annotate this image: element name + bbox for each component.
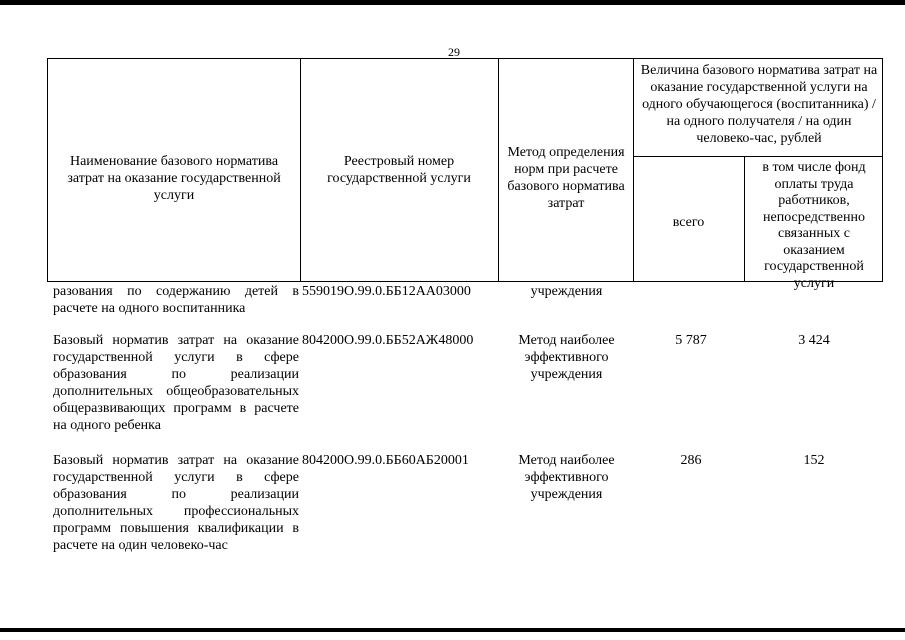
header-divider (744, 156, 745, 281)
header-divider (633, 156, 882, 157)
table-row-2-registry: 804200О.99.0.ББ52АЖ48000 (302, 333, 474, 348)
table-row-2-name: Базовый норматив затрат на оказание государственной услуги в сфере образования по реализации дополнительных общеобразовательных общеразвивающих программ в расчете на одного ребенка (53, 333, 299, 433)
table-header (47, 58, 883, 291)
page-number: 29 (448, 45, 460, 59)
header-fund-column: в том числе фонд оплаты труда работников, непосредственно связанных с оказанием государственной услуги (762, 160, 866, 291)
table-row-2-method: Метод наиболее эффективного учреждения (518, 333, 615, 382)
header-value-column: Величина базового норматива затрат на оказание государственной услуги на одного обучающегося (воспитанника) / на одного получателя / на один человеко-час, рублей (640, 63, 878, 146)
header-divider (498, 59, 499, 281)
top-border-rule (0, 0, 905, 5)
header-total-column: всего (672, 215, 705, 230)
table-row-3-total: 286 (680, 453, 702, 468)
table-row-2-total: 5 787 (675, 333, 707, 348)
header-method-column: Метод определения норм при расчете базового норматива затрат (507, 145, 625, 211)
header-divider (633, 59, 634, 281)
bottom-border-rule (0, 628, 905, 632)
table-row-1-name: разования по содержанию детей в расчете на одного воспитанника (53, 284, 299, 316)
table-row-3-fund: 152 (803, 453, 825, 468)
header-divider (300, 59, 301, 281)
table-row-1-registry: 559019О.99.0.ББ12АА03000 (302, 284, 471, 299)
table-row-1-method: учреждения (530, 284, 603, 299)
header-name-column: Наименование базового норматива затрат на оказание государственной услуги (67, 154, 281, 203)
table-row-3-registry: 804200О.99.0.ББ60АБ20001 (302, 453, 469, 468)
header-registry-column: Реестровый номер государственной услуги (327, 154, 471, 186)
table-row-2-fund: 3 424 (798, 333, 830, 348)
table-row-3-method: Метод наиболее эффективного учреждения (518, 453, 615, 502)
table-row-3-name: Базовый норматив затрат на оказание государственной услуги в сфере образования по реализации дополнительных профессиональных программ повышения квалификации в расчете на один человеко-час (53, 453, 299, 553)
